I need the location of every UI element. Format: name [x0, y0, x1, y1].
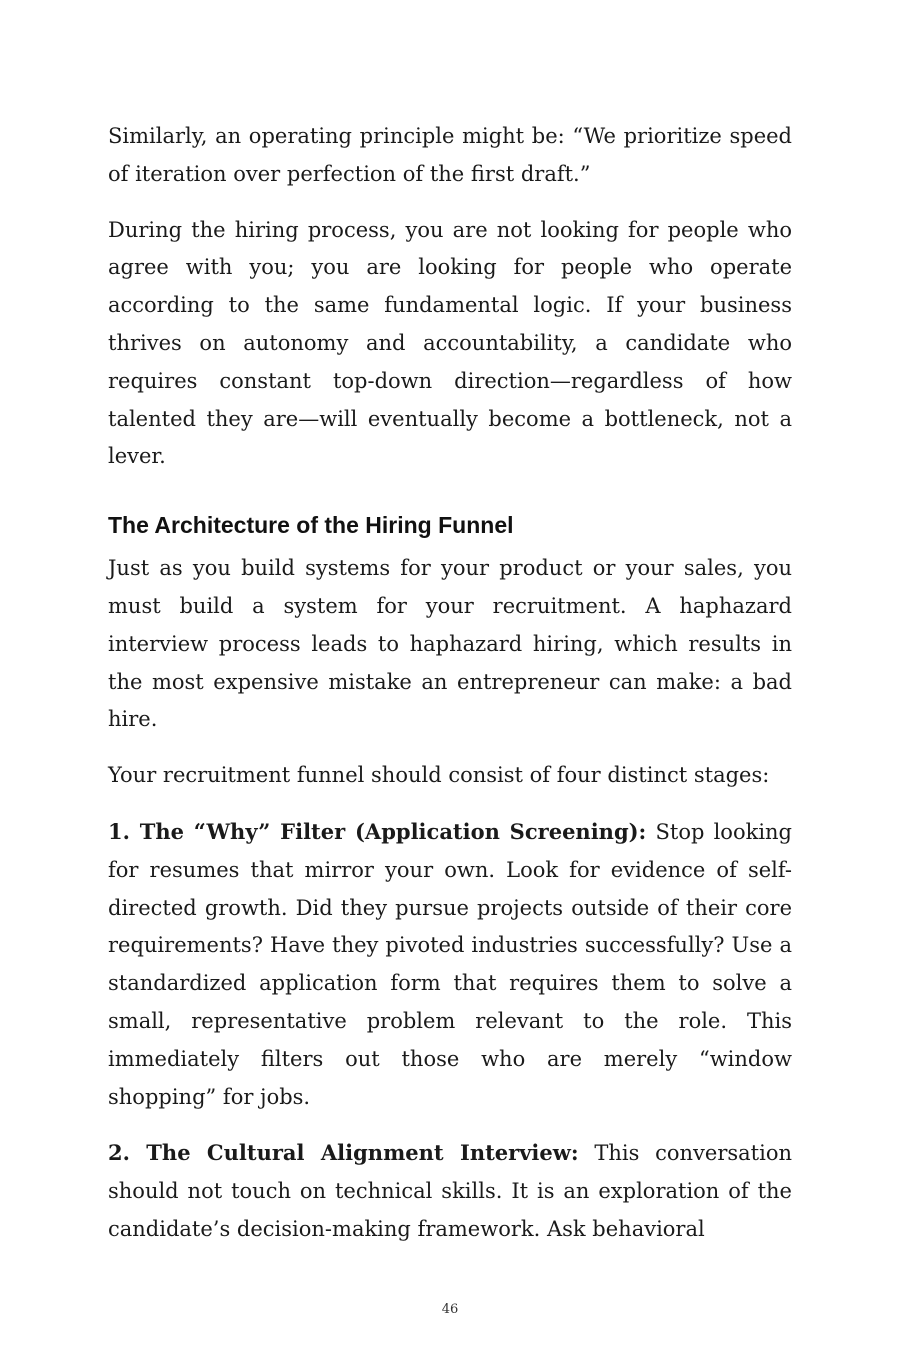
stage-2-label: 2. The Cultural Alignment Interview:: [108, 1140, 579, 1166]
paragraph-funnel-intro: Just as you build systems for your product or your sales, you must build a system for your recruitment. A haphazard interview process leads to haphazard hiring, which results in the most expensive mistake an entrepreneur can make: a bad hire.: [108, 556, 792, 732]
stage-2-paragraph: [108, 1134, 792, 1248]
page-number: 46: [441, 1302, 459, 1317]
stage-1-label: 1. The “Why” Filter (Application Screening):: [108, 818, 647, 844]
paragraph-hiring-process: During the hiring process, you are not looking for people who agree with you; you are looking for people who operate according to the same fundamental logic. If your business thrives on autonomy and accountability, a candidate who requires constant top-down direction—regardless of how talented they are—will eventually become a bottleneck, not a lever.: [108, 217, 792, 469]
stage-1-text: Stop looking for resumes that mirror your own. Look for evidence of self-directed growth. Did they pursue projects outside of their core requirements? Have they pivoted industries successfully? Use a standardized application form that requires them to solve a small, representative problem relevant to the role. This immediately filters out those who are merely “window shopping” for jobs.: [108, 819, 792, 1109]
paragraph-operating-principle: Similarly, an operating principle might be: “We prioritize speed of iteration over perfection of the first draft.”: [108, 124, 792, 186]
stage-1-paragraph: [108, 813, 792, 1116]
page-body: [108, 118, 792, 1267]
paragraph-funnel-lead-in: Your recruitment funnel should consist of four distinct stages:: [108, 763, 770, 788]
section-heading: The Architecture of the Hiring Funnel: [108, 512, 514, 539]
stage-2-text: This conversation should not touch on technical skills. It is an exploration of the candidate’s decision-making framework. Ask behavioral: [108, 1141, 792, 1241]
